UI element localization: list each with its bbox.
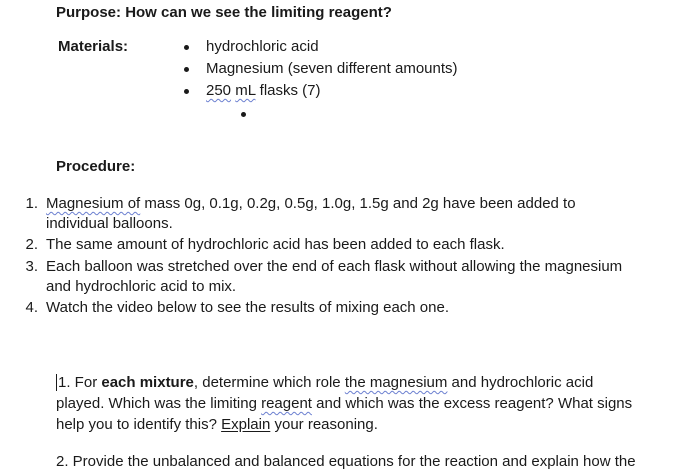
- step-text-cont: and hydrochloric acid to mix.: [46, 278, 237, 295]
- step-text: The same amount of hydrochloric acid has been added to each flask.: [46, 236, 505, 253]
- question-text: For: [70, 374, 102, 391]
- step-text: Watch the video below to see the results of mixing each one.: [46, 299, 450, 316]
- text-cursor: [56, 374, 57, 391]
- step-text-cont: individual balloons.: [46, 215, 173, 232]
- step-number: 2.: [25, 236, 38, 253]
- question-text: and hydrochloric acid: [447, 374, 594, 391]
- question-spellcheck-text: reagent: [261, 395, 312, 412]
- question-bold-text: each mixture: [101, 374, 194, 391]
- purpose-question: How can we see the limiting reagent?: [125, 4, 392, 21]
- step-spellcheck-text: Magnesium of: [46, 195, 141, 212]
- bullet-icon: [184, 45, 189, 50]
- material-item-flasks: [206, 82, 321, 99]
- question-text: and which was the excess reagent? What signs: [311, 395, 633, 412]
- step-text: Each balloon was stretched over the end of each flask without allowing the magnesium: [46, 258, 623, 275]
- purpose-heading: [56, 4, 392, 21]
- step-number: 4.: [25, 299, 38, 316]
- question-spellcheck-text: the magnesium: [344, 374, 448, 391]
- step-text-rest: mass 0g, 0.1g, 0.2g, 0.5g, 1.0g, 1.5g and 2g have been added to: [140, 195, 576, 212]
- bullet-icon: [184, 89, 189, 94]
- question-text: , determine which role: [193, 374, 345, 391]
- question-text: help you to identify this?: [56, 416, 222, 433]
- question-1-line-1: [58, 374, 593, 391]
- step-number: 3.: [25, 258, 38, 275]
- flask-description: flasks (7): [259, 82, 321, 99]
- question-1-line-3: [56, 416, 378, 433]
- material-item: hydrochloric acid: [206, 38, 319, 55]
- step-text: [46, 195, 576, 212]
- materials-label: Materials:: [58, 38, 129, 55]
- question-number: 1.: [58, 374, 71, 391]
- purpose-label: Purpose:: [56, 4, 122, 21]
- bullet-icon: [184, 67, 189, 72]
- procedure-label: Procedure:: [56, 158, 136, 175]
- question-underlined-text: Explain: [221, 416, 271, 433]
- flask-unit: mL: [235, 82, 256, 99]
- question-2: 2. Provide the unbalanced and balanced equations for the reaction and explain how the: [56, 453, 636, 470]
- step-number: 1.: [25, 195, 38, 212]
- empty-bullet-icon: [241, 112, 246, 117]
- question-text: your reasoning.: [270, 416, 378, 433]
- material-item: Magnesium (seven different amounts): [206, 60, 458, 77]
- flask-volume: 250: [206, 82, 232, 99]
- question-1-line-2: [56, 395, 632, 412]
- question-text: played. Which was the limiting: [56, 395, 262, 412]
